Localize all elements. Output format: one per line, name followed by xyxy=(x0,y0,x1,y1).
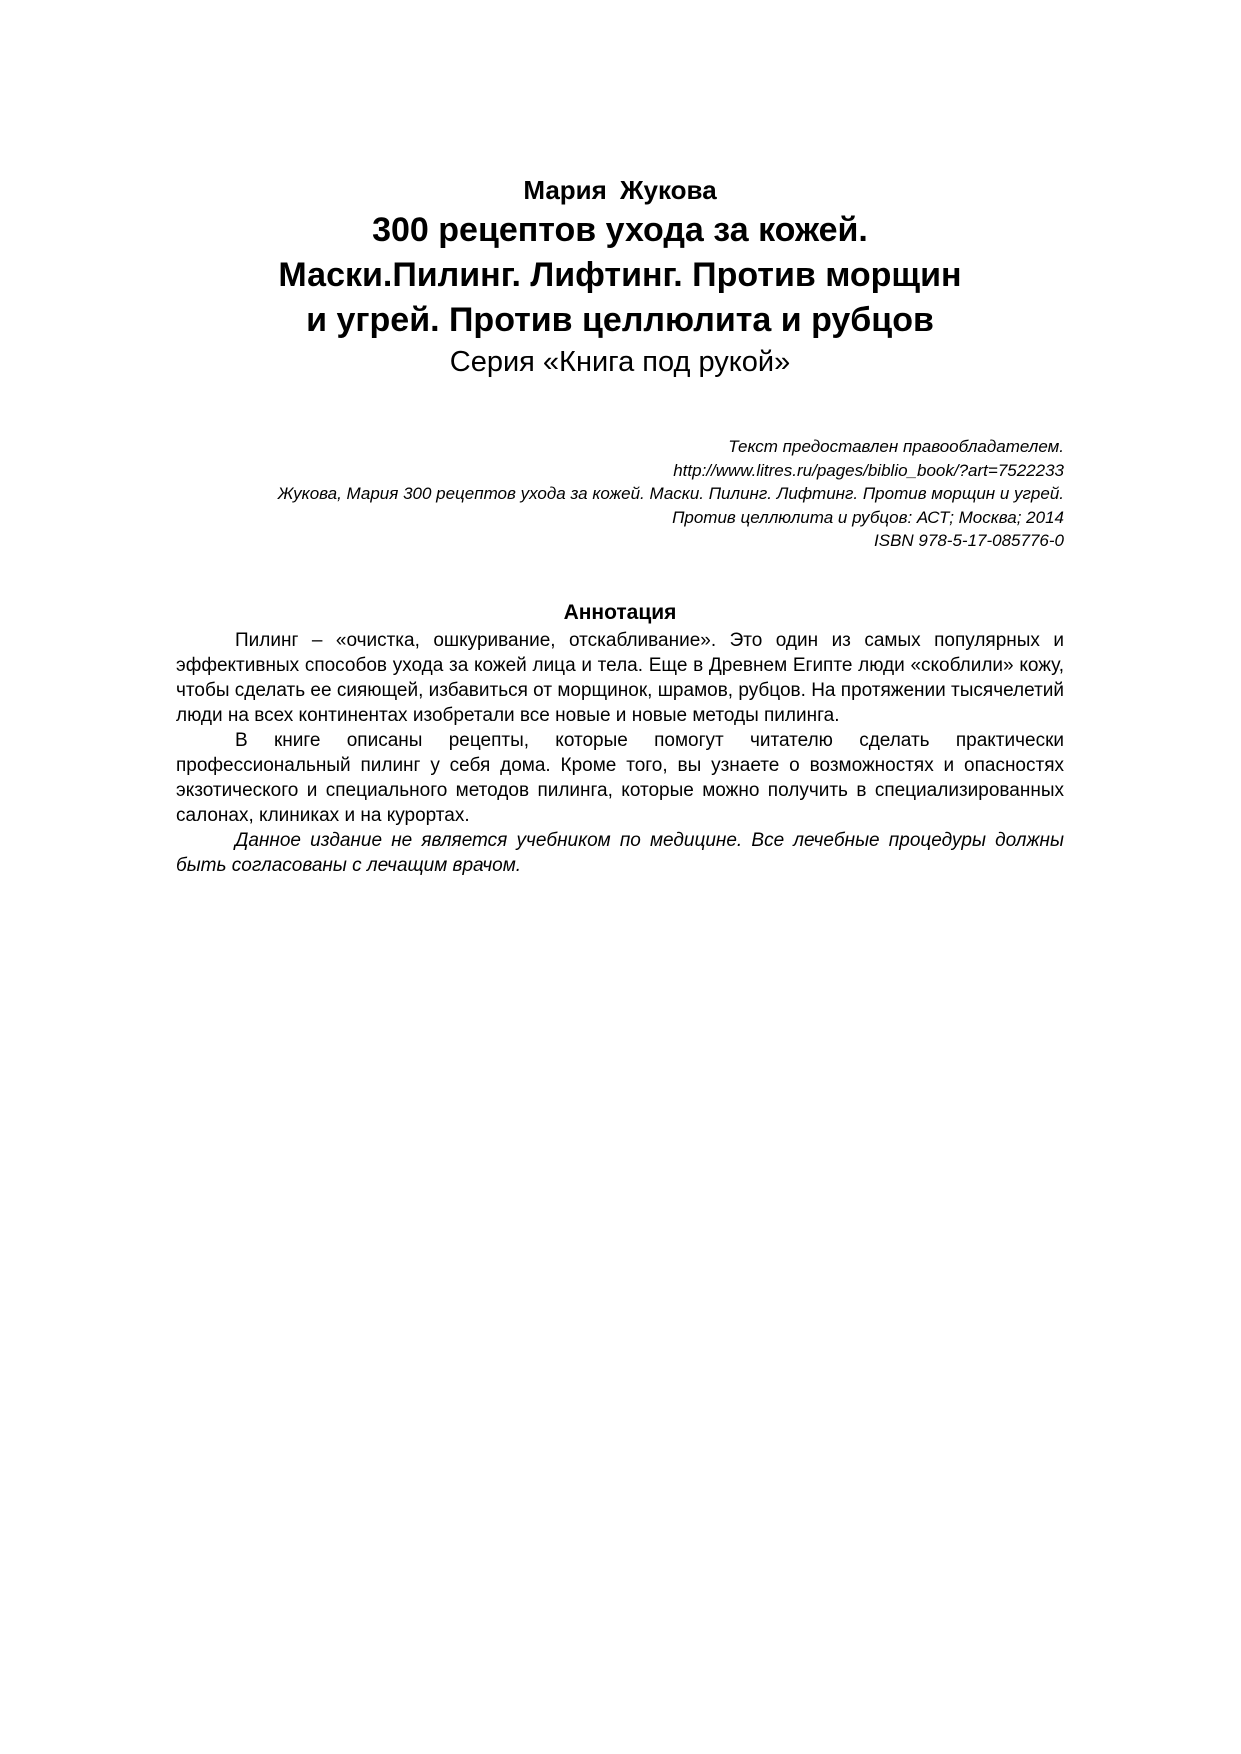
citation-line-1: Жукова, Мария 300 рецептов ухода за кожей. Маски. Пилинг. Лифтинг. Против морщин и угрей. xyxy=(277,484,1064,503)
annotation-heading: Аннотация xyxy=(563,601,677,624)
book-title-line-3: и угрей. Против целлюлита и рубцов xyxy=(306,301,934,339)
bibliographic-info xyxy=(176,435,1064,553)
medical-disclaimer: Данное издание не является учебником по медицине. Все лечебные процедуры должны быть согласованы с лечащим врачом. xyxy=(176,830,1064,876)
annotation-section xyxy=(176,598,1064,878)
book-title-line-1: 300 рецептов ухода за кожей. xyxy=(372,211,868,249)
series-name: Серия «Книга под рукой» xyxy=(449,346,791,378)
isbn: ISBN 978-5-17-085776-0 xyxy=(874,531,1064,550)
annotation-paragraph: В книге описаны рецепты, которые помогут читателю сделать практически профессиональный пилинг у себя дома. Кроме того, вы узнаете о возможностях и опасностях экзотического и специального методов пилинга, которые можно получить в специализированных салонах, клиниках и на курортах. xyxy=(176,730,1064,826)
title-block xyxy=(176,172,1064,381)
citation-line-2: Против целлюлита и рубцов: АСТ; Москва; 2014 xyxy=(672,507,1064,527)
author-name: Мария Жукова xyxy=(523,175,717,205)
source-url: http://www.litres.ru/pages/biblio_book/?art=7522233 xyxy=(673,460,1064,480)
book-title-line-2: Маски.Пилинг. Лифтинг. Против морщин xyxy=(278,256,962,294)
annotation-paragraph: Пилинг – «очистка, ошкуривание, отскабливание». Это один из самых популярных и эффективных способов ухода за кожей лица и тела. Еще в Древнем Египте люди «скоблили» кожу, чтобы сделать ее сияющей, избавиться от морщинок, шрамов, рубцов. На протяжении тысячелетий люди на всех континентах изобретали все новые и новые методы пилинга. xyxy=(176,630,1064,726)
rights-notice: Текст предоставлен правообладателем. xyxy=(728,437,1064,456)
